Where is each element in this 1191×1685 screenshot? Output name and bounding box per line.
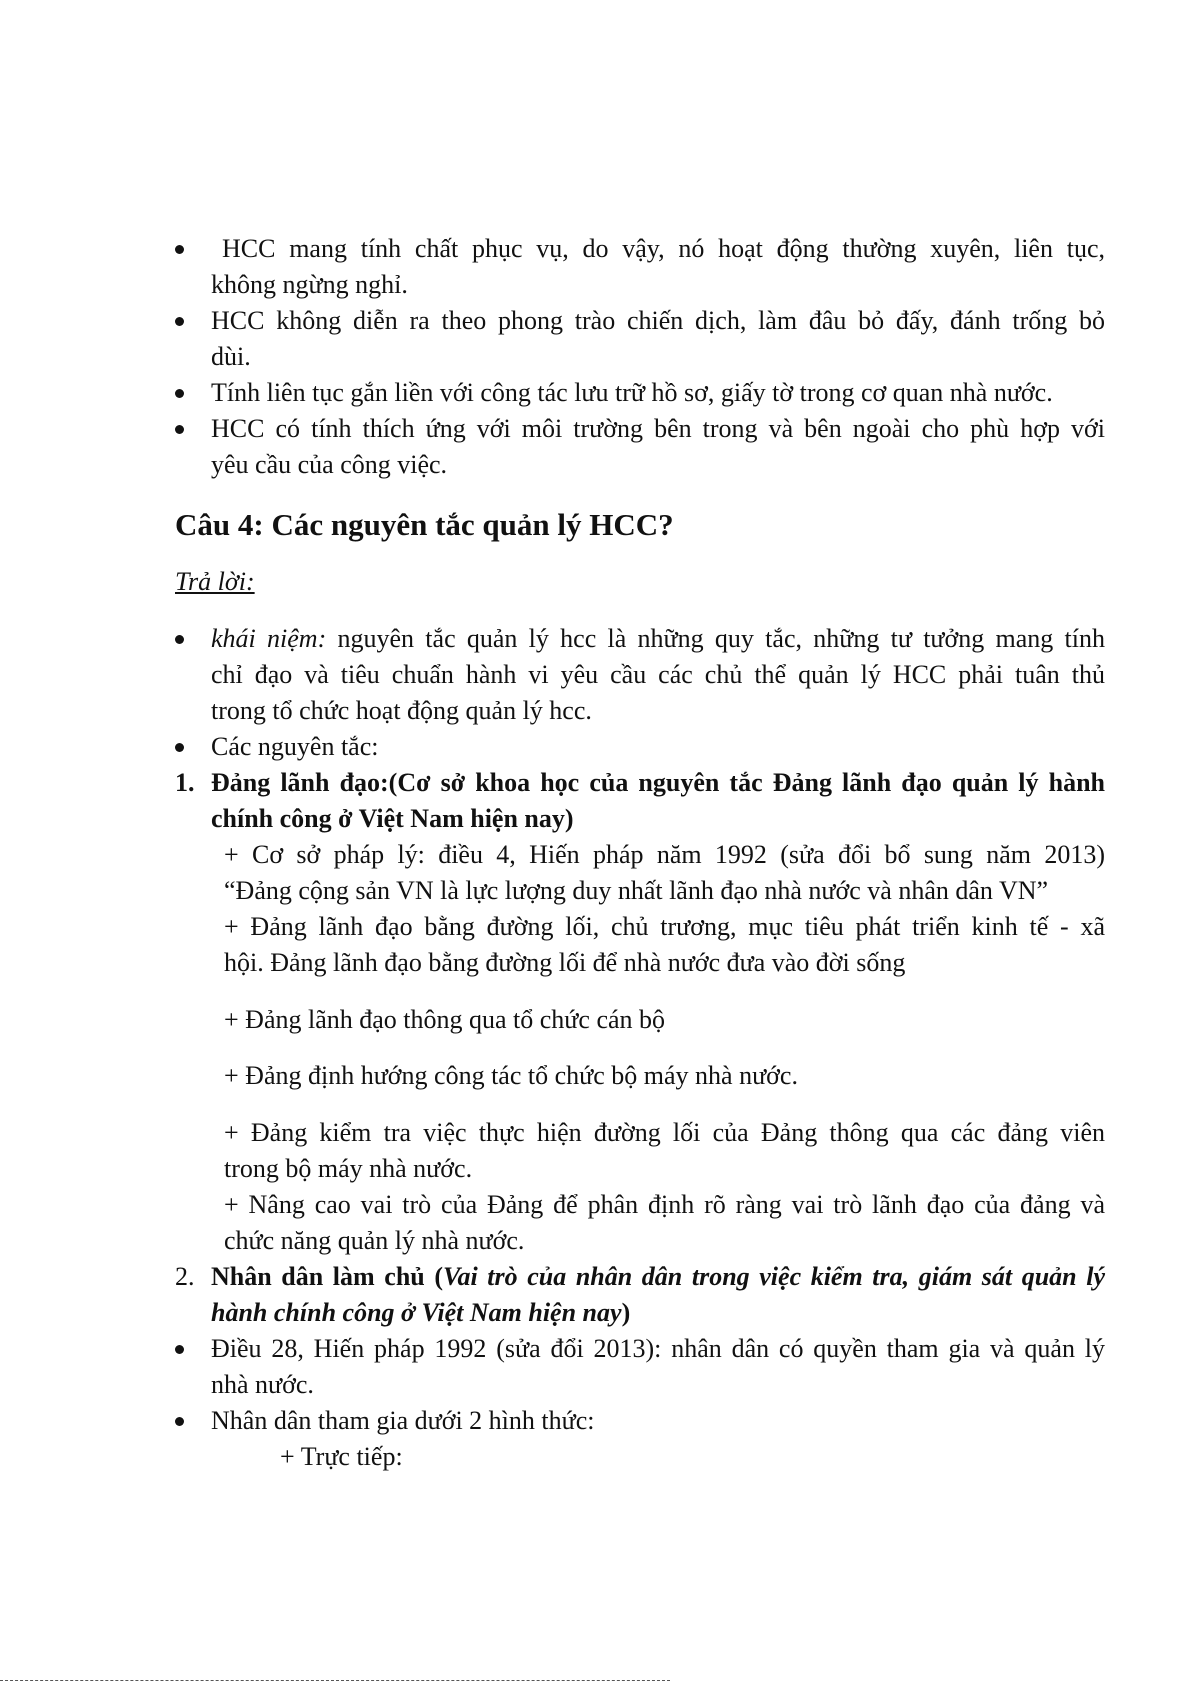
concept-line-2: chỉ đạo và tiêu chuẩn hành vi yêu cầu các chủ thể quản lý HCC phải tuân thủ — [211, 660, 1105, 689]
principle-number: 1. — [175, 768, 195, 797]
concept-line-3: trong tổ chức hoạt động quản lý hcc. — [211, 696, 592, 725]
principle-title — [211, 1296, 630, 1330]
bullet-text: dùi. — [211, 342, 251, 371]
direct-form: + Trực tiếp: — [280, 1442, 403, 1471]
principle-point: + Đảng kiểm tra việc thực hiện đường lối của Đảng thông qua các đảng viên — [224, 1118, 1105, 1147]
principle-point: + Cơ sở pháp lý: điều 4, Hiến pháp năm 1992 (sửa đổi bổ sung năm 2013) — [224, 840, 1105, 869]
bullet-icon — [175, 1417, 184, 1426]
concept-term: khái niệm: — [211, 624, 327, 653]
bullet-icon — [175, 743, 184, 752]
bullet-text: không ngừng nghỉ. — [211, 270, 408, 299]
bullet-icon — [175, 425, 184, 434]
principle-point: + Đảng lãnh đạo bằng đường lối, chủ trương, mục tiêu phát triển kinh tế - xã — [224, 912, 1105, 941]
principle-point: “Đảng cộng sản VN là lực lượng duy nhất lãnh đạo nhà nước và nhân dân VN” — [224, 876, 1049, 905]
principle-title-bold: ) — [621, 1298, 631, 1327]
principle-title-italic: Vai trò của nhân dân trong việc kiểm tra, giám sát quản lý — [443, 1262, 1105, 1291]
principle-point: + Đảng định hướng công tác tổ chức bộ máy nhà nước. — [224, 1061, 798, 1090]
principle-title-italic: hành chính công ở Việt Nam hiện nay — [211, 1298, 622, 1327]
bullet-text: Tính liên tục gắn liền với công tác lưu trữ hồ sơ, giấy tờ trong cơ quan nhà nước. — [211, 378, 1053, 407]
principle-point: + Nâng cao vai trò của Đảng để phân định rõ ràng vai trò lãnh đạo của đảng và — [224, 1190, 1105, 1219]
concept-line-1 — [211, 622, 1105, 656]
bullet-text: Điều 28, Hiến pháp 1992 (sửa đổi 2013): nhân dân có quyền tham gia và quản lý — [211, 1334, 1105, 1363]
bullet-icon — [175, 245, 184, 254]
bullet-text: Nhân dân tham gia dưới 2 hình thức: — [211, 1406, 595, 1435]
principles-intro: Các nguyên tắc: — [211, 732, 379, 761]
bullet-text: nhà nước. — [211, 1370, 314, 1399]
principle-point: chức năng quản lý nhà nước. — [224, 1226, 525, 1255]
bullet-text: HCC không diễn ra theo phong trào chiến dịch, làm đâu bỏ đấy, đánh trống bỏ — [211, 306, 1105, 335]
footer-rule — [0, 1680, 670, 1683]
bullet-icon — [175, 317, 184, 326]
bullet-icon — [175, 635, 184, 644]
bullet-icon — [175, 1345, 184, 1354]
bullet-text: yêu cầu của công việc. — [211, 450, 448, 479]
principle-point: trong bộ máy nhà nước. — [224, 1154, 473, 1183]
principle-title: Đảng lãnh đạo:(Cơ sở khoa học của nguyên tắc Đảng lãnh đạo quản lý hành — [211, 768, 1105, 797]
principle-title-bold: Nhân dân làm chủ ( — [211, 1262, 444, 1291]
principle-title: chính công ở Việt Nam hiện nay) — [211, 804, 574, 833]
question-heading: Câu 4: Các nguyên tắc quản lý HCC? — [175, 507, 674, 542]
concept-text: nguyên tắc quản lý hcc là những quy tắc, những tư tưởng mang tính — [326, 624, 1105, 653]
bullet-text: HCC có tính thích ứng với môi trường bên trong và bên ngoài cho phù hợp với — [211, 414, 1105, 443]
principle-point: hội. Đảng lãnh đạo bằng đường lối để nhà nước đưa vào đời sống — [224, 948, 906, 977]
principle-point: + Đảng lãnh đạo thông qua tổ chức cán bộ — [224, 1005, 666, 1034]
bullet-text: HCC mang tính chất phục vụ, do vậy, nó hoạt động thường xuyên, liên tục, — [222, 234, 1105, 263]
principle-title — [211, 1260, 1105, 1294]
principle-number: 2. — [175, 1262, 195, 1291]
bullet-icon — [175, 389, 184, 398]
answer-label: Trả lời: — [175, 567, 255, 596]
